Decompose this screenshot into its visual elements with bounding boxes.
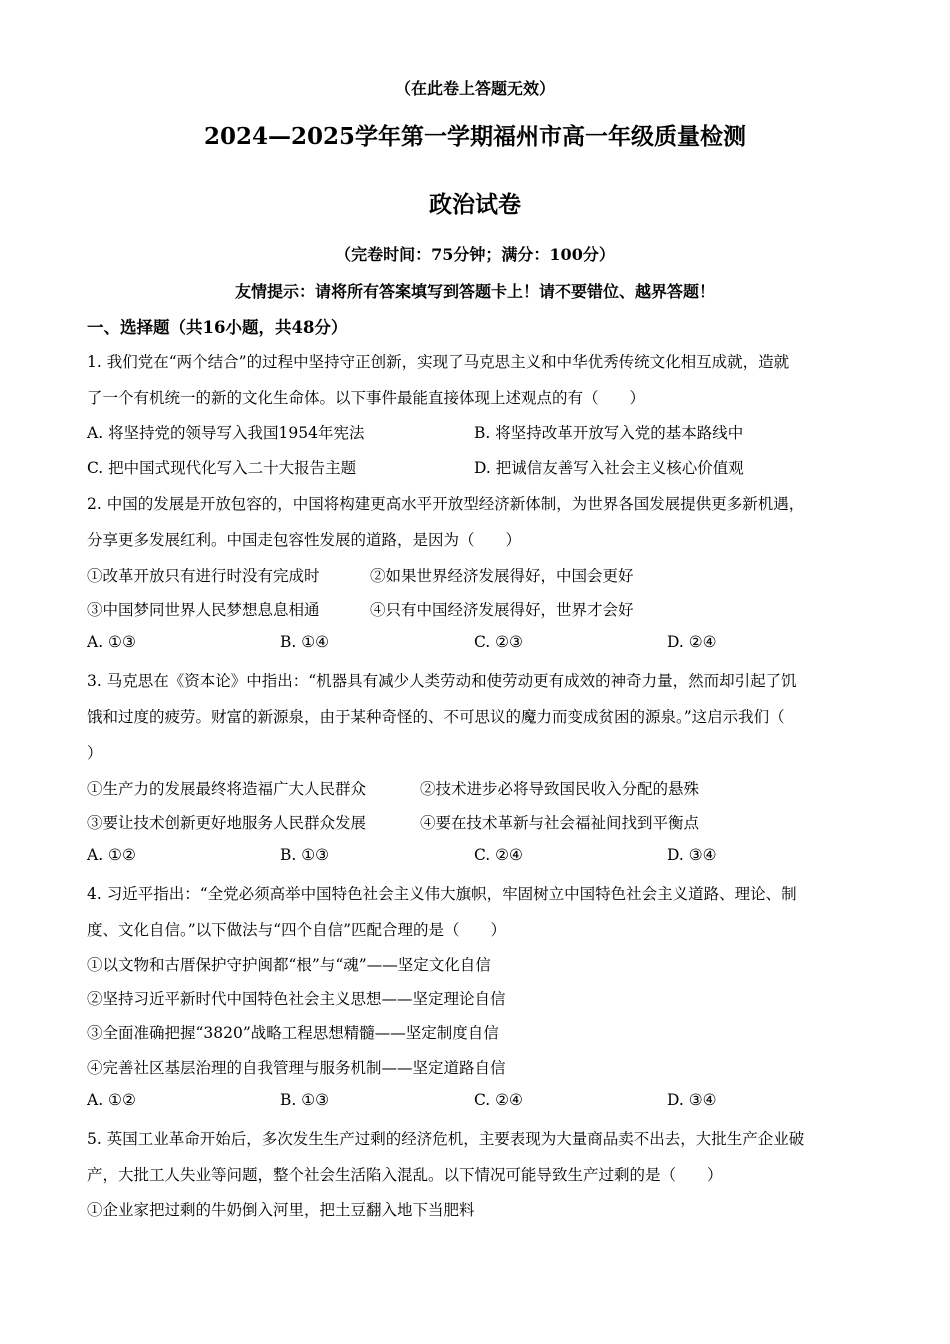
q3-statement-2: ②技术进步必将导致国民收入分配的悬殊	[420, 780, 700, 798]
q2-option-a: A. ①③	[87, 633, 136, 651]
q5-line2: 产，大批工人失业等问题，整个社会生活陷入混乱。以下情况可能导致生产过剩的是（ ）	[87, 1166, 723, 1184]
q5-statement-1: ①企业家把过剩的牛奶倒入河里，把土豆翻入地下当肥料	[87, 1201, 475, 1219]
q2-statement-3: ③中国梦同世界人民梦想息息相通	[87, 601, 320, 619]
q4-line2: 度、文化自信。”以下做法与“四个自信”匹配合理的是（ ）	[87, 921, 507, 939]
q3-line2: 饿和过度的疲劳。财富的新源泉，由于某种奇怪的、不可思议的魔力而变成贫困的源泉。”这启示我们（	[87, 708, 785, 726]
q1-option-b: B. 将坚持改革开放写入党的基本路线中	[474, 424, 744, 442]
friendly-tip: 友情提示：请将所有答案填写到答题卡上！请不要错位、越界答题！	[234, 282, 715, 301]
q4-line1: 4. 习近平指出：“全党必须高举中国特色社会主义伟大旗帜，牢固树立中国特色社会主义道路、理论、制	[87, 885, 797, 903]
q4-statement-1: ①以文物和古厝保护守护闽都“根”与“魂”——坚定文化自信	[87, 956, 491, 974]
q2-line1: 2. 中国的发展是开放包容的，中国将构建更高水平开放型经济新体制，为世界各国发展提供更多新机遇，	[87, 495, 805, 513]
q4-statement-2: ②坚持习近平新时代中国特色社会主义思想——坚定理论自信	[87, 990, 506, 1008]
q1-option-c: C. 把中国式现代化写入二十大报告主题	[87, 459, 357, 477]
q3-option-a: A. ①②	[87, 846, 136, 864]
q3-line3: ）	[87, 744, 103, 762]
q3-option-d: D. ③④	[667, 846, 717, 864]
subject-title: 政治试卷	[429, 191, 521, 218]
q4-statement-4: ④完善社区基层治理的自我管理与服务机制——坚定道路自信	[87, 1059, 506, 1077]
q4-option-d: D. ③④	[667, 1091, 717, 1109]
q4-option-b: B. ①③	[280, 1091, 330, 1109]
q2-option-c: C. ②③	[474, 633, 523, 651]
q3-statement-3: ③要让技术创新更好地服务人民群众发展	[87, 814, 367, 832]
q1-option-a: A. 将坚持党的领导写入我国1954年宪法	[87, 424, 365, 442]
q3-option-c: C. ②④	[474, 846, 523, 864]
q4-option-c: C. ②④	[474, 1091, 523, 1109]
q2-option-d: D. ②④	[667, 633, 717, 651]
q3-statement-4: ④要在技术革新与社会福祉间找到平衡点	[420, 814, 700, 832]
notice: （在此卷上答题无效）	[394, 79, 555, 98]
q5-line1: 5. 英国工业革命开始后，多次发生生产过剩的经济危机，主要表现为大量商品卖不出去，大批生产企业破	[87, 1130, 805, 1148]
q2-statement-4: ④只有中国经济发展得好，世界才会好	[370, 601, 634, 619]
q3-option-b: B. ①③	[280, 846, 330, 864]
q2-line2: 分享更多发展红利。中国走包容性发展的道路，是因为（ ）	[87, 531, 522, 549]
q4-statement-3: ③全面准确把握“3820”战略工程思想精髓——坚定制度自信	[87, 1024, 499, 1042]
q2-option-b: B. ①④	[280, 633, 330, 651]
q1-option-d: D. 把诚信友善写入社会主义核心价值观	[474, 459, 744, 477]
q3-line1: 3. 马克思在《资本论》中指出：“机器具有减少人类劳动和使劳动更有成效的神奇力量，然而却引起了饥	[87, 672, 797, 690]
q4-option-a: A. ①②	[87, 1091, 136, 1109]
exam-title: 2024—2025学年第一学期福州市高一年级质量检测	[203, 123, 747, 150]
time-info: （完卷时间：75分钟；满分：100分）	[335, 245, 615, 264]
q2-statement-2: ②如果世界经济发展得好，中国会更好	[370, 567, 634, 585]
q1-line1: 1. 我们党在“两个结合”的过程中坚持守正创新，实现了马克思主义和中华优秀传统文化相互成就，造就	[87, 353, 790, 371]
q2-statement-1: ①改革开放只有进行时没有完成时	[87, 567, 320, 585]
q3-statement-1: ①生产力的发展最终将造福广大人民群众	[87, 780, 367, 798]
q1-line2: 了一个有机统一的新的文化生命体。以下事件最能直接体现上述观点的有（ ）	[87, 389, 646, 407]
section-title: 一、选择题（共16小题，共48分）	[87, 318, 348, 337]
